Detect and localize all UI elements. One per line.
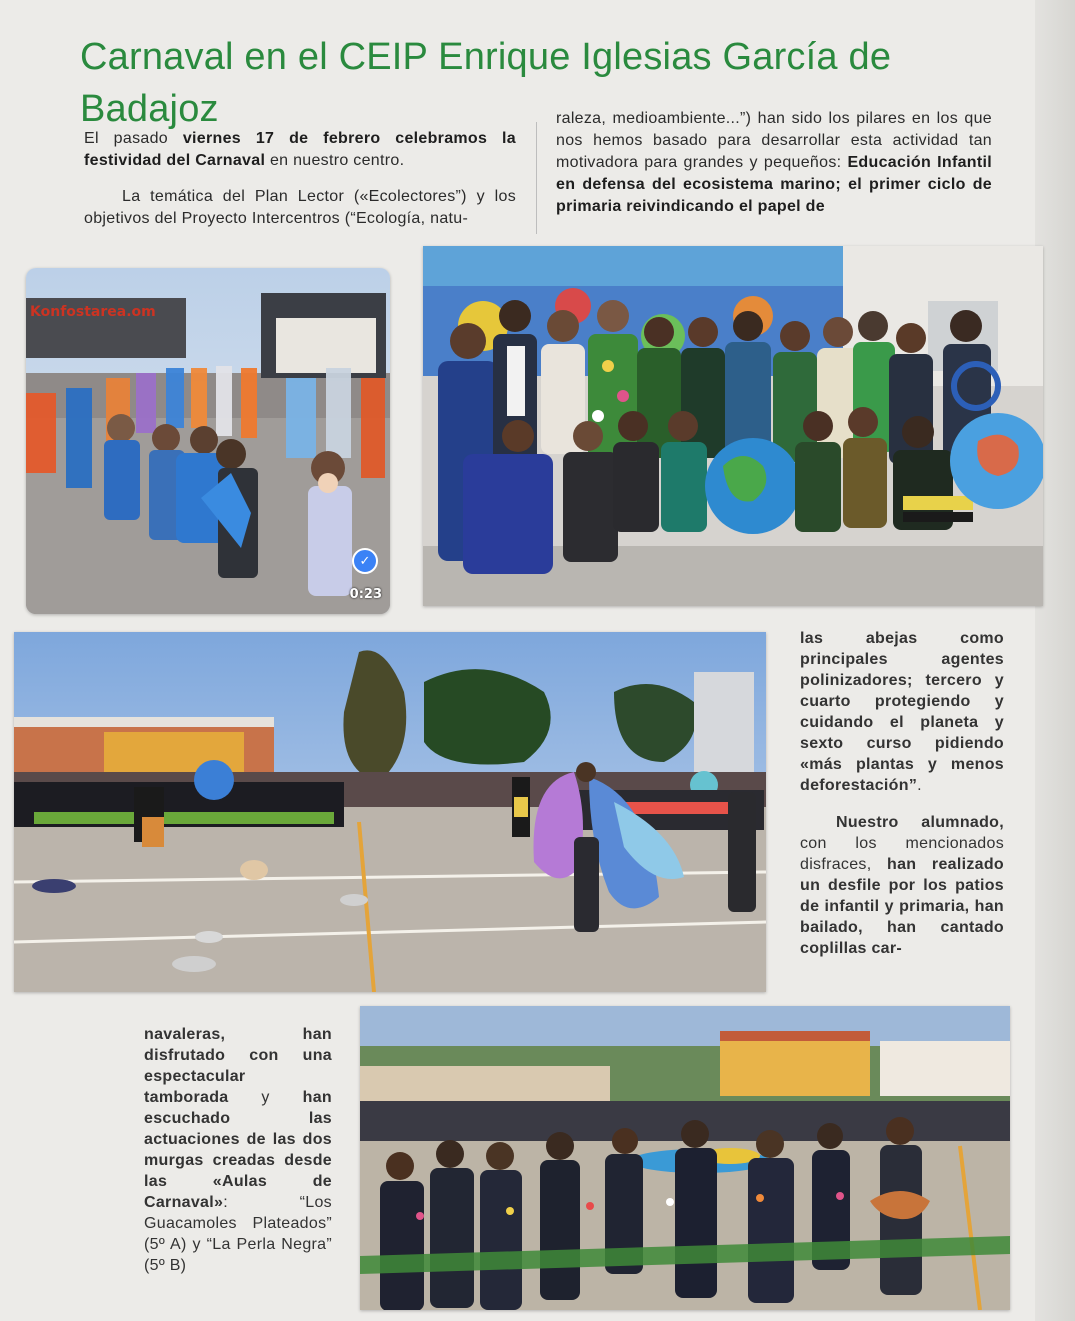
lower-text-1: navaleras, han disfrutado con una espectacular tamborada — [144, 1026, 332, 1106]
lower-text-3: : “Los Guacamoles Plateados” (5º A) y “La Perla Negra” (5º B) — [144, 1194, 332, 1274]
photo-teachers-group-image — [423, 246, 1043, 606]
photo-children-costumes — [26, 268, 390, 614]
intro-column — [84, 128, 516, 244]
middle-text-2-highlight: han realizado un desfile por los patios de infantil y primaria, han bailado, han cantado coplillas car- — [800, 856, 1004, 957]
video-duration: 0:23 — [349, 587, 382, 602]
photo-schoolyard-butterfly — [14, 632, 766, 992]
checkmark-icon: ✓ — [352, 548, 378, 574]
photo-children-costumes-image — [26, 268, 390, 614]
article-title: Carnaval en el CEIP Enrique Iglesias García de Badajoz — [80, 36, 892, 131]
lower-text-2: han escuchado las actuaciones de las dos murgas creadas desde las «Aulas de Carnaval» — [144, 1089, 332, 1211]
intro-text-end: en nuestro centro. — [265, 152, 405, 169]
middle-text-2: con los mencionados disfraces, — [800, 835, 1004, 873]
photo-teachers-group — [423, 246, 1043, 606]
middle-column — [800, 628, 1004, 975]
photo-schoolyard-butterfly-image — [14, 632, 766, 992]
page-edge — [1035, 0, 1075, 1321]
middle-text-2-start: Nuestro alumnado, — [836, 814, 1004, 831]
photo-sign-text: Konfostarea.om — [30, 304, 156, 320]
photo-dancing-students-image — [360, 1006, 1010, 1310]
right-column — [556, 108, 992, 218]
middle-text-1: las abejas como principales agentes polinizadores; tercero y cuarto protegiendo y cuidando el planeta y sexto curso pidiendo «más plantas y menos deforestación” — [800, 630, 1004, 794]
column-divider — [536, 122, 537, 234]
middle-paragraph-1 — [800, 628, 1004, 796]
middle-paragraph-2 — [800, 812, 1004, 959]
intro-text: El pasado — [84, 130, 183, 147]
photo-dancing-students — [360, 1006, 1010, 1310]
intro-date-highlight: viernes 17 de febrero celebramos la festividad del Carnaval — [84, 130, 517, 169]
lower-paragraph — [144, 1024, 332, 1276]
right-column-paragraph — [556, 108, 992, 218]
lower-text-and: y — [228, 1089, 303, 1106]
intro-paragraph-2: La temática del Plan Lector («Ecolectores”) y los objetivos del Proyecto Intercentros (“Ecología, natu- — [84, 188, 516, 227]
right-column-text: raleza, medioambiente...”) han sido los pilares en los que nos hemos basado para desarrollar esta actividad tan motivadora para grandes y pequeños: — [556, 110, 992, 171]
intro-paragraph-1 — [84, 128, 516, 172]
lower-column — [144, 1024, 332, 1276]
right-column-highlight: Educación Infantil en defensa del ecosistema marino; el primer ciclo de primaria reivindicando el papel de — [556, 154, 992, 215]
middle-text-1-end: . — [917, 777, 922, 794]
